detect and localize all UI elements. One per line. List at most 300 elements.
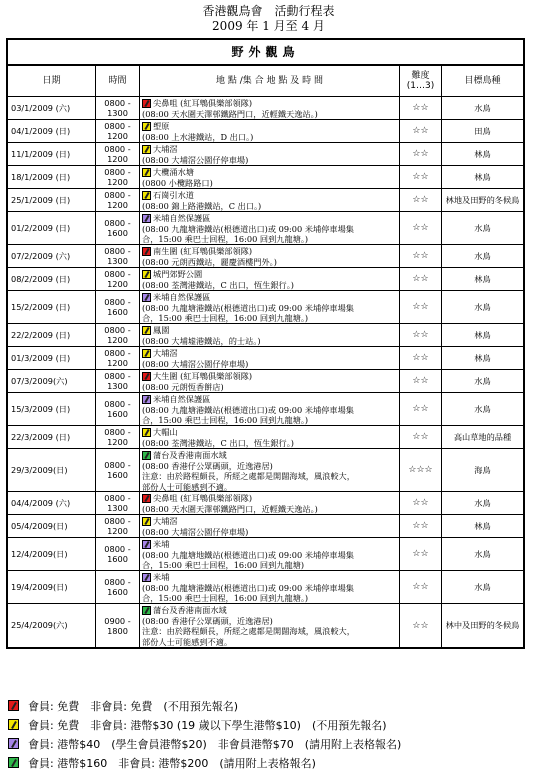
- location-detail: (08:00 九龍塘港鐵站(根德道出口)或 09:00 米埔停車場集: [142, 582, 354, 593]
- difficulty-cell: [400, 538, 442, 570]
- time-text: 1600: [107, 587, 128, 597]
- header-location: 地 點 /集 合 地 點 及 時 間: [140, 66, 400, 96]
- date-cell: [8, 426, 96, 448]
- time-cell: [96, 571, 140, 603]
- date-text: 01/2/2009 (日): [11, 222, 71, 233]
- date-text: 07/2/2009 (六): [11, 250, 71, 261]
- location-detail: (08:00 大埔滘公園仔停車場): [142, 358, 249, 369]
- fee-purple-icon: [142, 293, 151, 302]
- location-cell: [140, 492, 400, 514]
- target-cell: [442, 212, 523, 244]
- location-detail: (08:00 香港仔公眾碼頭，近逸港居): [142, 460, 273, 471]
- difficulty-stars: ☆☆: [412, 251, 429, 261]
- time-text: 0800 -: [104, 98, 131, 108]
- location-detail: (08:00 上水港鐵站，D 出口。): [142, 131, 254, 142]
- location-detail: 合，15:00 乘巴士回程，16:00 回到九龍塘。): [142, 415, 309, 425]
- date-cell: [8, 166, 96, 188]
- table-row: [8, 604, 523, 647]
- target-cell: [442, 538, 523, 570]
- target-cell: [442, 492, 523, 514]
- location-cell: [140, 571, 400, 603]
- difficulty-stars: ☆☆: [412, 376, 429, 386]
- fee-yellow-icon: [142, 517, 151, 526]
- location-cell: [140, 449, 400, 491]
- location-name: [142, 325, 399, 336]
- fee-yellow-icon: [142, 168, 151, 177]
- location-detail: (08:00 大埔墟港鐵站，的士站。): [142, 335, 261, 346]
- date-text: 22/3/2009 (日): [11, 431, 71, 442]
- time-text: 1600: [107, 228, 128, 238]
- location-detail: (08:00 九龍塘地鐵站(根德道出口)或 09:00 米埔停車場集: [142, 549, 354, 560]
- location-detail: (08:00 錦上路港鐵站，C 出口。): [142, 200, 262, 211]
- difficulty-stars: ☆☆: [412, 103, 429, 113]
- date-text: 15/2/2009 (日): [11, 301, 71, 312]
- time-text: 0800 -: [104, 399, 131, 409]
- time-text: 1200: [107, 154, 128, 164]
- time-cell: [96, 449, 140, 491]
- location-cell: [140, 324, 400, 346]
- location-detail: 合，15:00 乘巴士回程，16:00 回到九龍塘。): [142, 234, 309, 244]
- time-text: 1600: [107, 307, 128, 317]
- fee-yellow-icon: [142, 270, 151, 279]
- place-text: 米埔自然保護區: [153, 292, 211, 302]
- date-cell: [8, 324, 96, 346]
- place-text: 大埔滘: [153, 348, 178, 358]
- fee-red-icon: [8, 700, 19, 711]
- location-name: [142, 121, 399, 132]
- difficulty-cell: [400, 370, 442, 392]
- time-text: 1300: [107, 256, 128, 266]
- date-text: 18/1/2009 (日): [11, 171, 71, 182]
- place-text: 米埔自然保護區: [153, 213, 211, 223]
- time-text: 0800 -: [104, 544, 131, 554]
- date-cell: [8, 291, 96, 323]
- date-text: 25/1/2009 (日): [11, 194, 71, 205]
- time-cell: [96, 120, 140, 142]
- header-target: 目標鳥種: [464, 76, 501, 86]
- target-cell: [442, 143, 523, 165]
- time-cell: [96, 291, 140, 323]
- target-cell: [442, 370, 523, 392]
- date-cell: [8, 245, 96, 267]
- date-text: 29/3/2009(日): [11, 464, 68, 475]
- date-cell: [8, 571, 96, 603]
- difficulty-cell: [400, 189, 442, 211]
- table-row: [8, 166, 523, 189]
- date-cell: [8, 212, 96, 244]
- date-cell: [8, 515, 96, 537]
- fee-yellow-icon: [142, 191, 151, 200]
- difficulty-stars: ☆☆: [412, 172, 429, 182]
- time-text: 1300: [107, 503, 128, 513]
- table-row: [8, 538, 523, 571]
- location-name: [142, 348, 399, 359]
- target-cell: [442, 291, 523, 323]
- target-text: 林地及田野的冬候鳥: [445, 194, 520, 205]
- target-text: 林鳥: [474, 148, 491, 159]
- difficulty-cell: [400, 449, 442, 491]
- time-text: 0800 -: [104, 167, 131, 177]
- time-cell: [96, 347, 140, 369]
- table-banner: 野外觀鳥: [8, 40, 523, 66]
- location-detail: (08:00 九龍塘港鐵站(根德道出口)或 09:00 米埔停車場集: [142, 223, 354, 234]
- target-cell: [442, 245, 523, 267]
- date-text: 22/2/2009 (日): [11, 329, 71, 340]
- target-text: 高山草地的品種: [453, 431, 512, 442]
- table-body: [8, 97, 523, 647]
- time-cell: [96, 212, 140, 244]
- time-text: 0800 -: [104, 325, 131, 335]
- fee-yellow-icon: [142, 428, 151, 437]
- fee-purple-icon: [142, 214, 151, 223]
- fee-yellow-icon: [142, 349, 151, 358]
- time-text: 0800 -: [104, 190, 131, 200]
- location-detail: (08:00 元朗西鐵站，麗慶酒樓門外。): [142, 256, 277, 267]
- location-name: [142, 572, 399, 583]
- fee-red-icon: [142, 99, 151, 108]
- table-header: [8, 66, 523, 97]
- difficulty-cell: [400, 212, 442, 244]
- time-text: 1200: [107, 131, 128, 141]
- table-row: [8, 212, 523, 245]
- table-row: [8, 347, 523, 370]
- location-name: [142, 371, 399, 382]
- time-text: 1800: [107, 625, 128, 636]
- time-cell: [96, 143, 140, 165]
- location-cell: [140, 426, 400, 448]
- difficulty-stars: ☆☆: [412, 274, 429, 284]
- target-text: 林鳥: [474, 273, 491, 284]
- table-row: [8, 449, 523, 492]
- table-row: [8, 571, 523, 604]
- table-row: [8, 245, 523, 268]
- fee-green-icon: [142, 451, 151, 460]
- location-detail: (0800 小欖路路口): [142, 177, 213, 188]
- location-name: [142, 190, 399, 201]
- difficulty-cell: [400, 324, 442, 346]
- location-name: [142, 98, 399, 109]
- location-name: [142, 269, 399, 280]
- target-text: 林鳥: [474, 171, 491, 182]
- location-name: [142, 605, 399, 616]
- time-text: 1600: [107, 554, 128, 564]
- time-text: 1600: [107, 470, 128, 480]
- time-cell: [96, 166, 140, 188]
- time-text: 1200: [107, 358, 128, 368]
- location-cell: [140, 370, 400, 392]
- location-cell: [140, 166, 400, 188]
- location-name: [142, 213, 399, 224]
- date-cell: [8, 268, 96, 290]
- time-text: 1200: [107, 526, 128, 536]
- date-text: 07/3/2009(六): [11, 375, 68, 386]
- place-text: 大帽山: [153, 427, 178, 437]
- place-text: 塱原: [153, 121, 170, 131]
- location-detail: (08:00 九龍塘港鐵站(根德道出口)或 09:00 米埔停車場集: [142, 302, 354, 313]
- place-text: 尖鼻咀 (紅耳鵯俱樂部領隊): [153, 493, 253, 503]
- time-text: 1600: [107, 409, 128, 419]
- target-cell: [442, 189, 523, 211]
- target-text: 田鳥: [474, 125, 491, 136]
- table-row: [8, 515, 523, 538]
- time-text: 1200: [107, 335, 128, 345]
- difficulty-stars: ☆☆: [412, 353, 429, 363]
- place-text: 米埔: [153, 572, 170, 582]
- location-detail: 合，15:00 乘巴士回程，16:00 回到九龍塘。): [142, 593, 309, 603]
- target-cell: [442, 449, 523, 491]
- location-detail: 部份人士可能感到不適。: [142, 481, 233, 491]
- target-cell: [442, 120, 523, 142]
- time-text: 0800 -: [104, 460, 131, 470]
- location-detail: (08:00 荃灣港鐵站，C 出口，恆生銀行。): [142, 437, 294, 448]
- table-row: [8, 97, 523, 120]
- fee-yellow-icon: [142, 145, 151, 154]
- difficulty-cell: [400, 97, 442, 119]
- difficulty-cell: [400, 245, 442, 267]
- fee-red-icon: [142, 372, 151, 381]
- time-cell: [96, 97, 140, 119]
- date-cell: [8, 393, 96, 425]
- time-text: 1300: [107, 381, 128, 391]
- difficulty-stars: ☆☆: [412, 195, 429, 205]
- target-text: 林鳥: [474, 352, 491, 363]
- location-detail: (08:00 元朗恆香餅店): [142, 381, 224, 392]
- date-text: 03/1/2009 (六): [11, 102, 71, 113]
- difficulty-cell: [400, 166, 442, 188]
- difficulty-cell: [400, 143, 442, 165]
- header-difficulty: [400, 66, 442, 96]
- location-cell: [140, 268, 400, 290]
- difficulty-cell: [400, 393, 442, 425]
- table-row: [8, 492, 523, 515]
- fee-yellow-icon: [8, 719, 19, 730]
- location-name: [142, 516, 399, 527]
- fee-yellow-icon: [142, 122, 151, 131]
- time-cell: [96, 370, 140, 392]
- place-text: 蒲台及香港南面水域: [153, 450, 227, 460]
- difficulty-cell: [400, 291, 442, 323]
- location-name: [142, 292, 399, 303]
- target-cell: [442, 426, 523, 448]
- location-detail: (08:00 香港仔公眾碼頭，近逸港居): [142, 615, 273, 626]
- fee-red-icon: [142, 247, 151, 256]
- location-detail: (08:00 大埔滘公園仔停車場): [142, 526, 249, 537]
- fee-green-icon: [8, 757, 19, 768]
- location-cell: [140, 245, 400, 267]
- location-detail: (08:00 天水圍天澤邨鐵路門口，近輕鐵天逸站。): [142, 503, 318, 514]
- time-text: 0800 -: [104, 577, 131, 587]
- fee-purple-icon: [142, 395, 151, 404]
- target-cell: [442, 97, 523, 119]
- location-name: [142, 539, 399, 550]
- time-cell: [96, 393, 140, 425]
- location-cell: [140, 120, 400, 142]
- difficulty-stars: ☆☆: [412, 302, 429, 312]
- legend-text: 會員: 免費 非會員: 港幣$30 (19 歲以下學生港幣$10) (不用預先報名): [28, 718, 387, 732]
- fee-purple-icon: [142, 573, 151, 582]
- table-row: [8, 426, 523, 449]
- location-cell: [140, 189, 400, 211]
- fee-purple-icon: [142, 540, 151, 549]
- difficulty-stars: ☆☆: [412, 223, 429, 233]
- date-cell: [8, 538, 96, 570]
- page-title: 香港觀鳥會 活動行程表: [202, 4, 335, 18]
- time-cell: [96, 189, 140, 211]
- date-cell: [8, 120, 96, 142]
- difficulty-stars: ☆☆: [412, 549, 429, 559]
- location-detail: 部份人士可能感到不適。: [142, 636, 233, 647]
- target-text: 水鳥: [474, 548, 491, 559]
- location-detail: 注意：由於路程頗長，所經之處都是開闊海域，風浪較大，: [142, 626, 355, 636]
- target-cell: [442, 166, 523, 188]
- table-row: [8, 268, 523, 291]
- location-cell: [140, 347, 400, 369]
- table-row: [8, 189, 523, 212]
- time-cell: [96, 245, 140, 267]
- date-text: 04/4/2009 (六): [11, 497, 71, 508]
- time-text: 0800 -: [104, 516, 131, 526]
- location-detail: 合，15:00 乘巴士回程，16:00 回到九龍塘。): [142, 313, 309, 323]
- place-text: 尖鼻咀 (紅耳鵯俱樂部領隊): [153, 98, 253, 108]
- date-cell: [8, 449, 96, 491]
- fee-yellow-icon: [142, 326, 151, 335]
- target-text: 林鳥: [474, 329, 491, 340]
- location-name: [142, 427, 399, 438]
- table-row: [8, 324, 523, 347]
- schedule-table: [6, 38, 525, 649]
- difficulty-stars: ☆☆: [412, 404, 429, 414]
- place-text: 大埔滘: [153, 144, 178, 154]
- legend-text: 會員: 港幣$160 非會員: 港幣$200 (請用附上表格報名): [28, 756, 316, 770]
- time-cell: [96, 268, 140, 290]
- location-name: [142, 450, 399, 461]
- target-text: 海鳥: [474, 464, 491, 475]
- target-text: 林中及田野的冬候鳥: [445, 620, 520, 630]
- target-cell: [442, 393, 523, 425]
- difficulty-stars: ☆☆: [412, 521, 429, 531]
- date-text: 11/1/2009 (日): [11, 148, 71, 159]
- date-text: 04/1/2009 (日): [11, 125, 71, 136]
- place-text: 蒲台及香港南面水域: [153, 605, 227, 615]
- difficulty-stars: ☆☆: [412, 126, 429, 136]
- time-text: 0800 -: [104, 246, 131, 256]
- time-text: 0800 -: [104, 121, 131, 131]
- target-text: 水鳥: [474, 250, 491, 261]
- time-cell: [96, 538, 140, 570]
- time-cell: [96, 492, 140, 514]
- difficulty-cell: [400, 347, 442, 369]
- date-text: 12/4/2009(日): [11, 548, 68, 559]
- legend-item: [8, 734, 401, 753]
- difficulty-stars: ☆☆☆: [408, 465, 433, 475]
- place-text: 鳳園: [153, 325, 170, 335]
- target-text: 水鳥: [474, 497, 491, 508]
- difficulty-cell: [400, 268, 442, 290]
- location-detail: (08:00 大埔滘公園仔停車場): [142, 154, 249, 165]
- time-text: 1300: [107, 108, 128, 118]
- target-text: 林鳥: [474, 520, 491, 531]
- date-text: 05/4/2009(日): [11, 520, 68, 531]
- place-text: 南生圍 (紅耳鵯俱樂部領隊): [153, 246, 253, 256]
- time-text: 0800 -: [104, 218, 131, 228]
- time-text: 1200: [107, 279, 128, 289]
- location-name: [142, 394, 399, 405]
- target-cell: [442, 604, 523, 647]
- date-text: 15/3/2009 (日): [11, 403, 71, 414]
- place-text: 米埔: [153, 539, 170, 549]
- location-cell: [140, 604, 400, 647]
- table-row: [8, 370, 523, 393]
- date-text: 01/3/2009 (日): [11, 352, 71, 363]
- table-row: [8, 120, 523, 143]
- time-text: 0800 -: [104, 144, 131, 154]
- time-text: 0800 -: [104, 493, 131, 503]
- target-text: 水鳥: [474, 222, 491, 233]
- date-text: 19/4/2009(日): [11, 581, 68, 592]
- difficulty-cell: [400, 120, 442, 142]
- place-text: 米埔自然保護區: [153, 394, 211, 404]
- target-cell: [442, 347, 523, 369]
- time-text: 0800 -: [104, 269, 131, 279]
- target-text: 水鳥: [474, 375, 491, 386]
- legend-text: 會員: 免費 非會員: 免費 (不用預先報名): [28, 699, 238, 713]
- place-text: 城門郊野公園: [153, 269, 203, 279]
- time-text: 0800 -: [104, 348, 131, 358]
- time-cell: [96, 515, 140, 537]
- fee-purple-icon: [8, 738, 19, 749]
- location-name: [142, 144, 399, 155]
- fee-green-icon: [142, 606, 151, 615]
- date-cell: [8, 189, 96, 211]
- location-name: [142, 246, 399, 257]
- location-name: [142, 167, 399, 178]
- legend-item: [8, 715, 401, 734]
- time-cell: [96, 426, 140, 448]
- location-cell: [140, 515, 400, 537]
- place-text: 大埔滘: [153, 516, 178, 526]
- date-cell: [8, 604, 96, 647]
- legend-text: 會員: 港幣$40 (學生會員港幣$20) 非會員港幣$70 (請用附上表格報名): [28, 737, 402, 751]
- place-text: 大欖涌水塘: [153, 167, 194, 177]
- legend-item: [8, 696, 401, 715]
- location-cell: [140, 143, 400, 165]
- location-cell: [140, 393, 400, 425]
- target-cell: [442, 571, 523, 603]
- difficulty-stars: ☆☆: [412, 620, 429, 631]
- time-text: 0800 -: [104, 427, 131, 437]
- location-cell: [140, 538, 400, 570]
- time-cell: [96, 324, 140, 346]
- date-cell: [8, 370, 96, 392]
- difficulty-cell: [400, 571, 442, 603]
- location-detail: (08:00 九龍塘港鐵站(根德道出口)或 09:00 米埔停車場集: [142, 404, 354, 415]
- difficulty-stars: ☆☆: [412, 432, 429, 442]
- location-cell: [140, 291, 400, 323]
- table-row: [8, 393, 523, 426]
- target-cell: [442, 268, 523, 290]
- difficulty-cell: [400, 515, 442, 537]
- place-text: 石崗引水道: [153, 190, 194, 200]
- date-cell: [8, 492, 96, 514]
- difficulty-stars: ☆☆: [412, 498, 429, 508]
- time-text: 1200: [107, 200, 128, 210]
- target-cell: [442, 324, 523, 346]
- location-detail: 注意：由於路程頗長，所經之處都是開闊海域，風浪較大，: [142, 471, 355, 481]
- time-text: 0900 -: [104, 615, 131, 626]
- target-text: 水鳥: [474, 403, 491, 414]
- difficulty-cell: [400, 604, 442, 647]
- time-cell: [96, 604, 140, 647]
